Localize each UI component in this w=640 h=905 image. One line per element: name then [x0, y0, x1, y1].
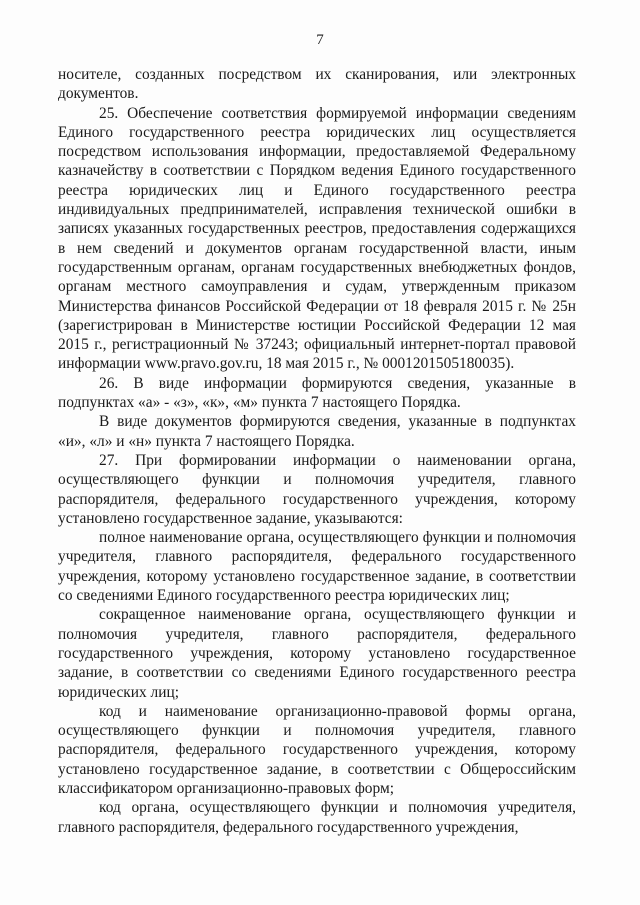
paragraph-legal-form: код и наименование организационно-правовой формы органа, осуществляющего функции и полномочия учредителя, главного распорядителя, федерального государственного учреждения, которому установлено государственное задание, в соответствии с Общероссийским классификатором организационно-правовых форм;: [58, 702, 576, 797]
paragraph-body-code: код органа, осуществляющего функции и полномочия учредителя, главного распорядителя, федерального государственного учреждения,: [58, 799, 576, 836]
paragraph-item-27: 27. При формировании информации о наименовании органа, осуществляющего функции и полномочия учредителя, главного распорядителя, федерального государственного учреждения, которому установлено государственное задание, указываются:: [58, 451, 576, 527]
paragraph-full-name: полное наименование органа, осуществляющего функции и полномочия учредителя, главного распорядителя, федерального государственного учреждения, которому установлено государственное задание, в соответствии со сведениями Единого государственного реестра юридических лиц;: [58, 529, 576, 605]
paragraph-short-name: сокращенное наименование органа, осуществляющего функции и полномочия учредителя, главного распорядителя, федерального государственного учреждения, которому установлено государственное задание, в соответствии со сведениями Единого государственного реестра юридических лиц;: [58, 606, 576, 701]
paragraph-item-25: 25. Обеспечение соответствия формируемой информации сведениям Единого государственного реестра юридических лиц осуществляется посредством использования информации, предоставляемой Федеральному казначейству в соответствии с Порядком ведения Единого государственного реестра юридических лиц и Единого государственного реестра индивидуальных предпринимателей, исправления технической ошибки в записях указанных государственных реестров, предоставления содержащихся в нем сведений и документов органам государственной власти, иным государственным органам, органам государственных внебюджетных фондов, органам местного самоуправления и судам, утвержденным приказом Министерства финансов Российской Федерации от 18 февраля 2015 г. № 25н (зарегистрирован в Министерстве юстиции Российской Федерации 12 мая 2015 г., регистрационный № 37243; официальный интернет-портал правовой информации www.pravo.gov.ru, 18 мая 2015 г., № 0001201505180035).: [58, 104, 576, 373]
page-number: 7: [316, 32, 324, 48]
paragraph-continuation: носителе, созданных посредством их сканирования, или электронных документов.: [58, 66, 576, 103]
page-body: [58, 65, 576, 837]
paragraph-documents-info: В виде документов формируются сведения, указанные в подпунктах «и», «л» и «н» пункта 7 настоящего Порядка.: [58, 413, 576, 450]
paragraph-item-26: 26. В виде информации формируются сведения, указанные в подпунктах «а» - «з», «к», «м» пункта 7 настоящего Порядка.: [58, 374, 576, 412]
